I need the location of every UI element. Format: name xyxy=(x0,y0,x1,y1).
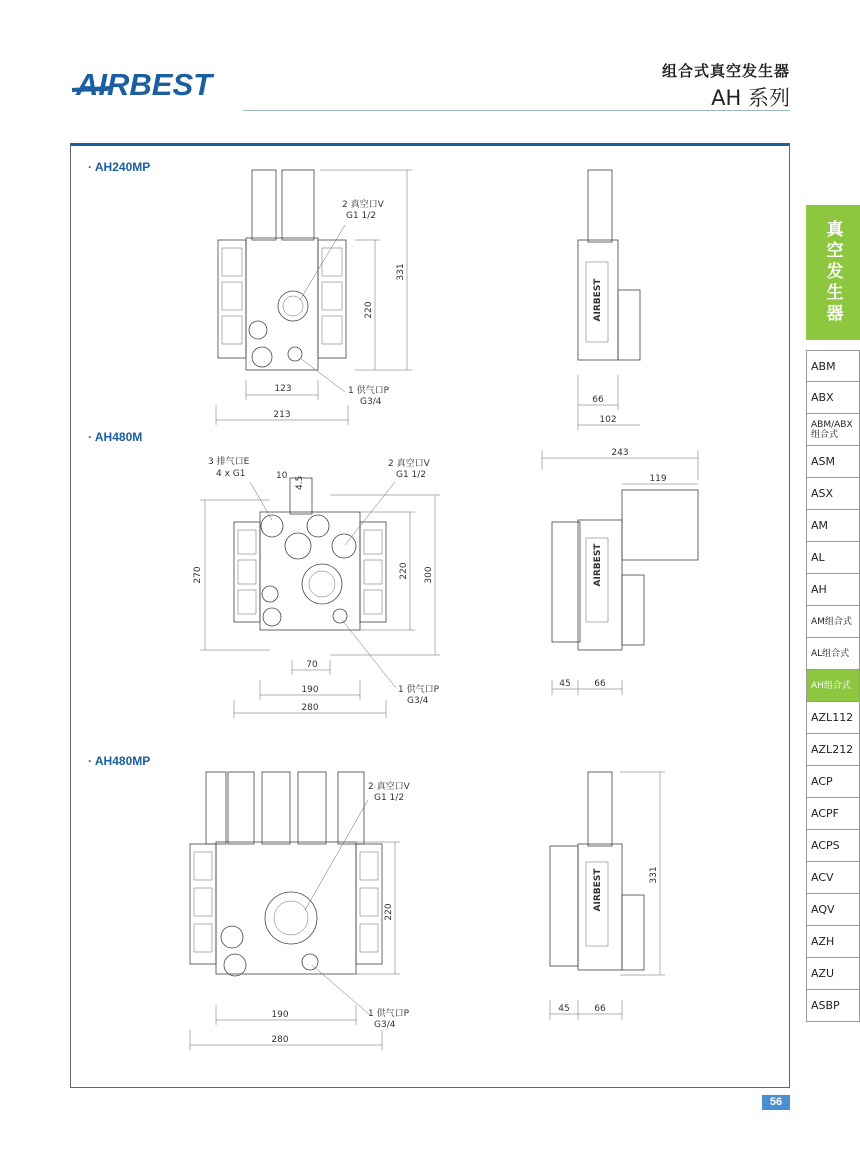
section-label-ah240mp: · AH240MP xyxy=(88,160,151,174)
callout-vacuum: 2 真空口V xyxy=(388,459,430,469)
sidebar-item-ah[interactable]: AH xyxy=(806,574,860,606)
section-label-ah480m: · AH480M xyxy=(88,430,143,444)
sidebar-item-azh[interactable]: AZH xyxy=(806,926,860,958)
callout-vacuum-g: G1 1/2 xyxy=(346,211,377,221)
ah240mp-side-view xyxy=(578,170,640,430)
sidebar-item-acv[interactable]: ACV xyxy=(806,862,860,894)
callout-vacuum-g: G1 1/2 xyxy=(396,470,427,480)
sidebar-item-asx[interactable]: ASX xyxy=(806,478,860,510)
page-title: 组合式真空发生器 xyxy=(661,62,790,80)
callout-supply-g: G3/4 xyxy=(360,397,382,407)
callout-supply-g: G3/4 xyxy=(374,1020,396,1030)
sidebar-item-azu[interactable]: AZU xyxy=(806,958,860,990)
sidebar-item-am-combo[interactable]: AM组合式 xyxy=(806,606,860,638)
page-number: 56 xyxy=(762,1095,790,1110)
sidebar-item-acp[interactable]: ACP xyxy=(806,766,860,798)
dim-w1: 123 xyxy=(274,384,292,394)
dim-body: 220 xyxy=(364,301,374,319)
dim-side2: 66 xyxy=(594,1004,606,1014)
callout-supply: 1 供气口P xyxy=(398,685,440,695)
dim-w2: 190 xyxy=(301,685,319,695)
series-title: AH 系列 xyxy=(711,86,790,110)
callout-exhaust: 3 排气口E xyxy=(208,457,250,467)
callout-vacuum: 2 真空口V xyxy=(342,200,384,210)
sidebar-item-acps[interactable]: ACPS xyxy=(806,830,860,862)
sidebar-item-azl212[interactable]: AZL212 xyxy=(806,734,860,766)
dim-top2: 4.5 xyxy=(295,475,305,490)
ah480mp-front-view xyxy=(190,772,411,1050)
dim-side1: 45 xyxy=(558,1004,570,1014)
sidebar-item-ah-combo[interactable]: AH组合式 xyxy=(806,670,860,702)
sidebar-item-asbp[interactable]: ASBP xyxy=(806,990,860,1022)
dim-height: 331 xyxy=(396,263,406,281)
dim-side-w: 243 xyxy=(611,448,629,458)
sidebar-item-al-combo[interactable]: AL组合式 xyxy=(806,638,860,670)
dim-side2: 102 xyxy=(599,415,617,425)
product-sidebar xyxy=(806,205,860,1022)
dim-h1: 270 xyxy=(193,566,203,584)
sidebar-item-asm[interactable]: ASM xyxy=(806,446,860,478)
dim-body: 220 xyxy=(384,903,394,921)
dim-w3: 280 xyxy=(301,703,319,713)
dim-h2: 220 xyxy=(399,562,409,580)
sidebar-item-acpf[interactable]: ACPF xyxy=(806,798,860,830)
callout-supply: 1 供气口P xyxy=(348,386,390,396)
sidebar-item-am[interactable]: AM xyxy=(806,510,860,542)
dim-w1: 70 xyxy=(306,660,318,670)
callout-vacuum-g: G1 1/2 xyxy=(374,793,405,803)
sidebar-item-azl112[interactable]: AZL112 xyxy=(806,702,860,734)
dim-side-w2: 119 xyxy=(649,474,667,484)
ah480m-side-view xyxy=(542,448,698,695)
side-brand-label: AIRBEST xyxy=(593,868,603,912)
callout-supply: 1 供气口P xyxy=(368,1009,410,1019)
callout-exhaust-g: 4 x G1 xyxy=(216,469,246,479)
dim-side2: 66 xyxy=(594,679,606,689)
sidebar-title: 真空发生器 xyxy=(806,205,860,340)
ah240mp-front-view xyxy=(216,170,412,425)
callout-supply-g: G3/4 xyxy=(407,696,429,706)
sidebar-item-abm-abx[interactable]: ABM/ABX组合式 xyxy=(806,414,860,446)
sidebar-item-aqv[interactable]: AQV xyxy=(806,894,860,926)
side-brand-label: AIRBEST xyxy=(593,278,603,322)
dim-h3: 300 xyxy=(424,566,434,584)
sidebar-item-al[interactable]: AL xyxy=(806,542,860,574)
dim-side1: 45 xyxy=(559,679,571,689)
dim-w2: 213 xyxy=(273,410,291,420)
dim-height: 331 xyxy=(649,866,659,884)
section-label-ah480mp: · AH480MP xyxy=(88,754,151,768)
ah480m-front-view xyxy=(193,455,440,718)
ah480mp-side-view xyxy=(550,772,665,1020)
side-brand-label: AIRBEST xyxy=(593,543,603,587)
dim-side1: 66 xyxy=(592,395,604,405)
dim-top: 10 xyxy=(276,471,288,481)
sidebar-item-abm[interactable]: ABM xyxy=(806,350,860,382)
callout-vacuum: 2 真空口V xyxy=(368,782,410,792)
dim-w1: 190 xyxy=(271,1010,289,1020)
dim-w2: 280 xyxy=(271,1035,289,1045)
brand-text: AIRBEST xyxy=(76,67,213,100)
sidebar-item-abx[interactable]: ABX xyxy=(806,382,860,414)
